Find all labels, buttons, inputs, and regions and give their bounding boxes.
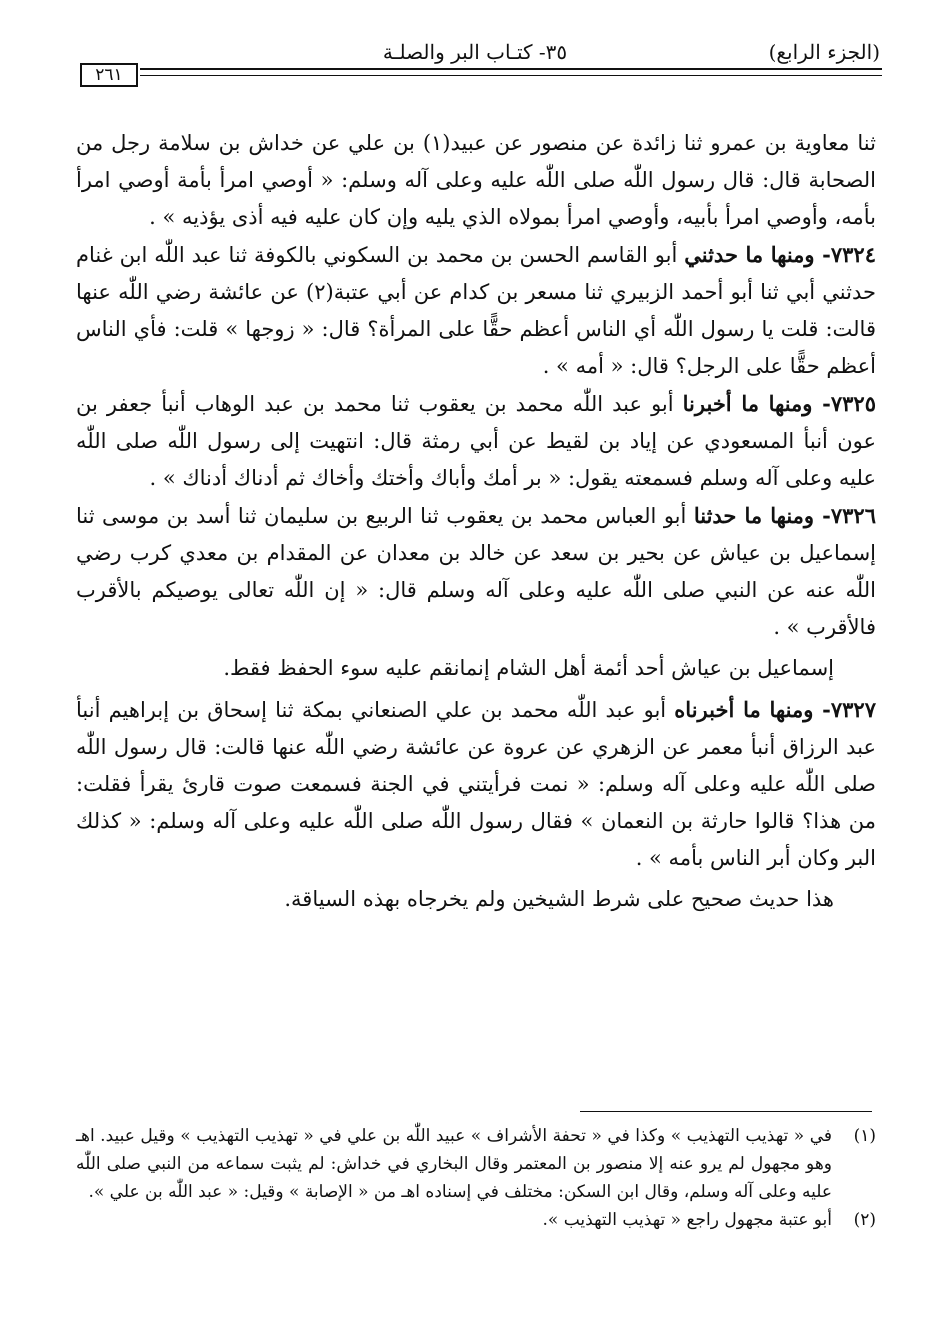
footnote-text: في « تهذيب التهذيب » وكذا في « تحفة الأشراف » عبيد اللّٰه بن علي في « تهذيب التهذيب » وقيل عبيد. اهـ وهو مجهول لم يرو عنه إلا منصور بن المعتمر وقال البخاري في خداش: لم يثبت سماعه من النبي صلى اللّٰه عليه وعلى آله وسلم، وقال ابن السكن: مختلف في إسناده اهـ من « الإصابة » وقيل: « عبد اللّٰه بن علي ». [76, 1126, 832, 1202]
paragraph-text: أبو عبد اللّٰه محمد بن يعقوب ثنا محمد بن عبد الوهاب أنبأ جعفر بن عون أنبأ المسعودي عن إياد بن لقيط عن أبي رمثة قال: انتهيت إلى رسول اللّٰه صلى اللّٰه عليه وعلى آله وسلم فسمعته يقول: « بر أمك وأباك وأختك وأخاك ثم أدناك أدناك » . [76, 392, 876, 490]
paragraph-text: ثنا معاوية بن عمرو ثنا زائدة عن منصور عن عبيد(١) بن علي عن خداش بن سلامة رجل من الصحابة قال: قال رسول اللّٰه صلى اللّٰه عليه وعلى آله وسلم: « أوصي امرأ بأمة أوصي امرأ بأمه، وأوصي امرأ بأبيه، وأوصي امرأ بمولاه الذي يليه وإن كان عليه فيه أذى يؤذيه » . [76, 131, 876, 229]
hadith-paragraph [76, 385, 876, 497]
footnotes [76, 1122, 876, 1234]
header-rule-thin [140, 75, 882, 76]
hadith-heading: ٧٣٢٥- ومنها ما أخبرنا [682, 391, 876, 416]
paragraph-text: أبو عبد اللّٰه محمد بن علي الصنعاني بمكة ثنا إسحاق بن إبراهيم أنبأ عبد الرزاق أنبأ معمر عن الزهري عن عروة عن عائشة رضي اللّٰه عنها قالت: قال رسول اللّٰه صلى اللّٰه عليه وعلى آله وسلم: « نمت فرأيتني في الجنة فسمعت صوت قارئ يقرأ فقلت: من هذا؟ قالوا حارثة بن النعمان » فقال رسول اللّٰه صلى اللّٰه عليه وعلى آله وسلم: « كذلك البر وكان أبر الناس بأمه » . [76, 698, 876, 870]
hadith-heading: ٧٣٢٤- ومنها ما حدثني [684, 242, 876, 267]
page-number: ٢٦١ [80, 63, 138, 87]
header-rule [140, 68, 882, 70]
footnote [76, 1122, 876, 1206]
paragraph-text: إسماعيل بن عياش أحد أئمة أهل الشام إنمانقم عليه سوء الحفظ فقط. [223, 656, 834, 680]
running-header [70, 40, 880, 68]
main-text [76, 125, 876, 1085]
part-label: (الجزء الرابع) [768, 40, 880, 64]
footnote-number: (١) [853, 1126, 876, 1146]
hadith-heading: ٧٣٢٦- ومنها ما حدثنا [693, 503, 876, 528]
footnote-number: (٢) [853, 1210, 876, 1230]
paragraph-text: أبو القاسم الحسن بن محمد بن السكوني بالكوفة ثنا عبد اللّٰه ابن غنام حدثني أبي ثنا أبو أحمد الزبيري ثنا مسعر بن كدام عن أبي عتبة(٢) عن عائشة رضي اللّٰه عنها قالت: قلت يا رسول اللّٰه أي الناس أعظم حقًّا على المرأة؟ قال: « زوجها » قلت: فأي الناس أعظم حقًّا على الرجل؟ قال: « أمه » . [76, 243, 876, 378]
hadith-heading: ٧٣٢٧- ومنها ما أخبرناه [674, 697, 876, 722]
hadith-paragraph [76, 691, 876, 877]
chapter-title: ٣٥- كتـاب البر والصلـة [382, 40, 568, 64]
paragraph [76, 125, 876, 236]
hadith-paragraph [76, 236, 876, 385]
footnote-rule [580, 1111, 872, 1112]
footnote-text: أبو عتبة مجهول راجع « تهذيب التهذيب ». [542, 1210, 832, 1230]
paragraph-text: أبو العباس محمد بن يعقوب ثنا الربيع بن سليمان ثنا أسد بن موسى ثنا إسماعيل بن عياش عن بحير بن سعد عن خالد بن معدان عن المقدام بن معدي كرب رضي اللّٰه عنه عن النبي صلى اللّٰه عليه وعلى آله وسلم قال: « إن اللّٰه تعالى يوصيكم بالأقرب فالأقرب » . [76, 504, 876, 639]
paragraph-text: هذا حديث صحيح على شرط الشيخين ولم يخرجاه بهذه السياقة. [284, 887, 834, 911]
comment-paragraph [76, 650, 876, 687]
hadith-paragraph [76, 497, 876, 646]
comment-paragraph [76, 881, 876, 918]
footnote [76, 1206, 876, 1234]
